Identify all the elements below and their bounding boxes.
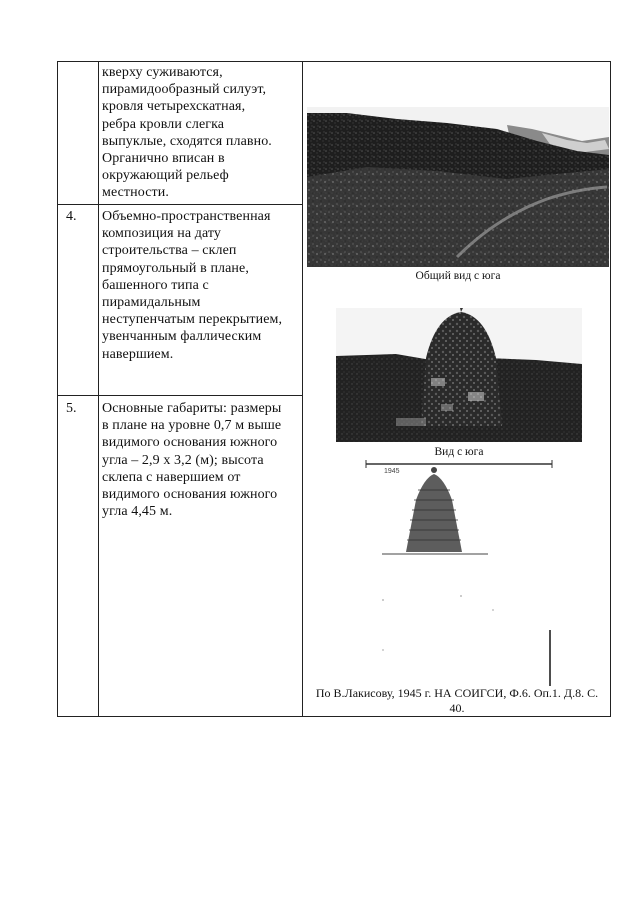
text-line: композиция на дату (102, 226, 222, 242)
text-line: навершием. (102, 346, 174, 362)
column-divider-photos (302, 62, 303, 716)
text-line: строительства – склеп (102, 243, 237, 259)
text-line: пирамидообразный силуэт, (102, 82, 267, 98)
passport-table (57, 61, 611, 717)
text-line: в плане на уровне 0,7 м выше (102, 418, 282, 434)
source-line: 40. (449, 701, 465, 715)
crypt-photo (336, 308, 582, 442)
text-line: Основные габариты: размеры (102, 401, 282, 416)
text-line: видимого основания южного (102, 487, 278, 503)
text-line: угла – 2,9 х 3,2 (м); высота (102, 452, 264, 468)
row-description-continuation (102, 64, 298, 202)
text-line: увенчанным фаллическим (102, 329, 262, 345)
text-line: местности. (102, 185, 169, 201)
row-divider-2 (58, 395, 303, 396)
column-divider-number (98, 62, 99, 716)
text-line: видимого основания южного (102, 435, 278, 451)
text-line: выпуклые, сходятся плавно. (102, 133, 272, 149)
text-line: окружающий рельеф (102, 168, 229, 184)
photo2-caption: Вид с юга (434, 446, 484, 458)
landscape-photo (307, 107, 609, 267)
text-line: прямоугольный в плане, (102, 260, 249, 276)
crypt-drawing (362, 460, 562, 690)
text-line: кверху суживаются, (102, 65, 223, 80)
row-divider-1 (58, 204, 303, 205)
text-line: пирамидальным (102, 295, 201, 311)
text-line: склепа с навершием от (102, 469, 241, 485)
text-line: башенного типа с (102, 277, 209, 293)
text-line: Объемно-пространственная (102, 209, 271, 224)
text-line: угла 4,45 м. (102, 504, 173, 520)
text-line: неступенчатым перекрытием, (102, 312, 283, 328)
row-description-composition (102, 208, 298, 363)
drawing-label: 1945 (384, 468, 400, 475)
text-line: кровля четырехскатная, (102, 99, 246, 115)
text-line: Органично вписан в (102, 151, 225, 167)
row-number: 4. (66, 209, 77, 224)
text-line: ребра кровли слегка (102, 116, 225, 132)
row-description-dimensions (102, 400, 298, 520)
source-line: По В.Лакисову, 1945 г. НА СОИГСИ, Ф.6. Оп.1. Д.8. С. (315, 686, 599, 700)
row-number: 5. (66, 401, 77, 416)
photo1-caption: Общий вид с юга (415, 270, 501, 282)
source-citation (304, 686, 610, 716)
